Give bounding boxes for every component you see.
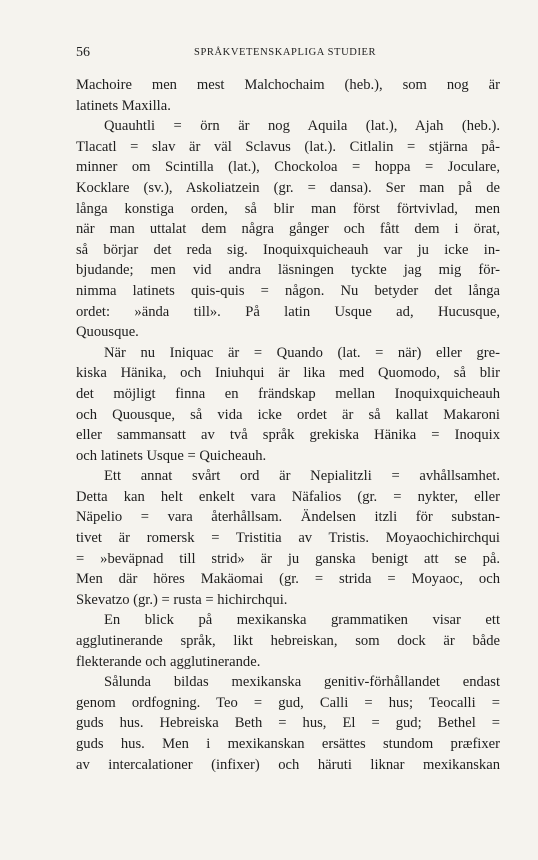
- text-line: Quauhtli = örn är nog Aquila (lat.), Ajah (heb.).: [104, 118, 500, 135]
- text-line: tivet är romersk = Tristitia av Tristis. Moyaochichirchqui: [76, 530, 500, 547]
- text-line: nimma latinets quis-quis = någon. Nu betyder det långa: [76, 282, 500, 299]
- text-line: flekterande och agglutinerande.: [76, 653, 261, 670]
- running-head-title: SPRÅKVETENSKAPLIGA STUDIER: [194, 47, 377, 58]
- text-line: agglutinerande språk, likt hebreiskan, som dock är både: [76, 633, 500, 650]
- text-line: så börjar det reda sig. Inoquixquicheauh var ju icke in-: [76, 241, 500, 258]
- body-text: [76, 75, 500, 775]
- text-line: Men där höres Makäomai (gr. = strida = Moyaoc, och: [76, 571, 500, 588]
- text-line: eller sammansatt av två språk grekiska Hänika = Inoquix: [76, 427, 500, 444]
- text-line: latinets Maxilla.: [76, 97, 171, 114]
- text-line: och Quousque, så vida icke ordet är så kallat Makaroni: [76, 406, 500, 423]
- running-head: [76, 45, 500, 63]
- page-number: 56: [76, 45, 90, 60]
- text-line: Tlacatl = slav är väl Sclavus (lat.). Citlalin = stjärna på-: [76, 138, 500, 155]
- text-line: guds hus. Men i mexikanskan ersättes stundom præfixer: [76, 736, 500, 752]
- text-line: genom ordfogning. Teo = gud, Calli = hus; Teocalli =: [76, 694, 500, 711]
- text-line: långa konstiga orden, så blir man först förtvivlad, men: [76, 200, 500, 217]
- text-line: och latinets Usque = Quicheauh.: [76, 447, 267, 464]
- text-line: När nu Iniquac är = Quando (lat. = när) eller gre-: [104, 344, 500, 361]
- text-line: när man uttalat dem några gånger och fått dem i örat,: [76, 221, 500, 238]
- text-line: kiska Hänika, och Iniuhqui är lika med Quomodo, så blir: [76, 365, 500, 382]
- text-line: Quousque.: [76, 324, 139, 341]
- text-line: minner om Scintilla (lat.), Chockoloa = hoppa = Joculare,: [76, 159, 500, 176]
- text-line: av intercalationer (infixer) och häruti liknar mexikanskan: [76, 756, 500, 773]
- text-line: Sålunda bildas mexikanska genitiv-förhållandet endast: [104, 674, 500, 691]
- text-line: Näpelio = vara återhållsam. Ändelsen itzli för substan-: [76, 509, 500, 526]
- text-line: guds hus. Hebreiska Beth = hus, El = gud; Bethel =: [76, 715, 500, 732]
- text-line: Skevatzo (gr.) = rusta = hichirchqui.: [76, 591, 288, 608]
- text-line: ordet: »ända till». På latin Usque ad, Hucusque,: [76, 303, 500, 320]
- text-line: Machoire men mest Malchochaim (heb.), som nog är: [76, 77, 500, 93]
- text-line: det möjligt finna en frändskap mellan Inoquixquicheauh: [76, 385, 500, 402]
- text-line: Kocklare (sv.), Askoliatzein (gr. = dansa). Ser man på de: [76, 179, 500, 196]
- text-line: bjudande; men vid andra läsningen tyckte jag mig för-: [76, 262, 500, 279]
- text-line: Detta kan helt enkelt vara Näfalios (gr. = nykter, eller: [76, 488, 500, 505]
- text-line: En blick på mexikanska grammatiken visar ett: [104, 612, 500, 629]
- text-line: Ett annat svårt ord är Nepialitzli = avhållsamhet.: [104, 468, 500, 485]
- text-line: = »beväpnad till strid» är ju ganska benigt att se på.: [76, 550, 500, 567]
